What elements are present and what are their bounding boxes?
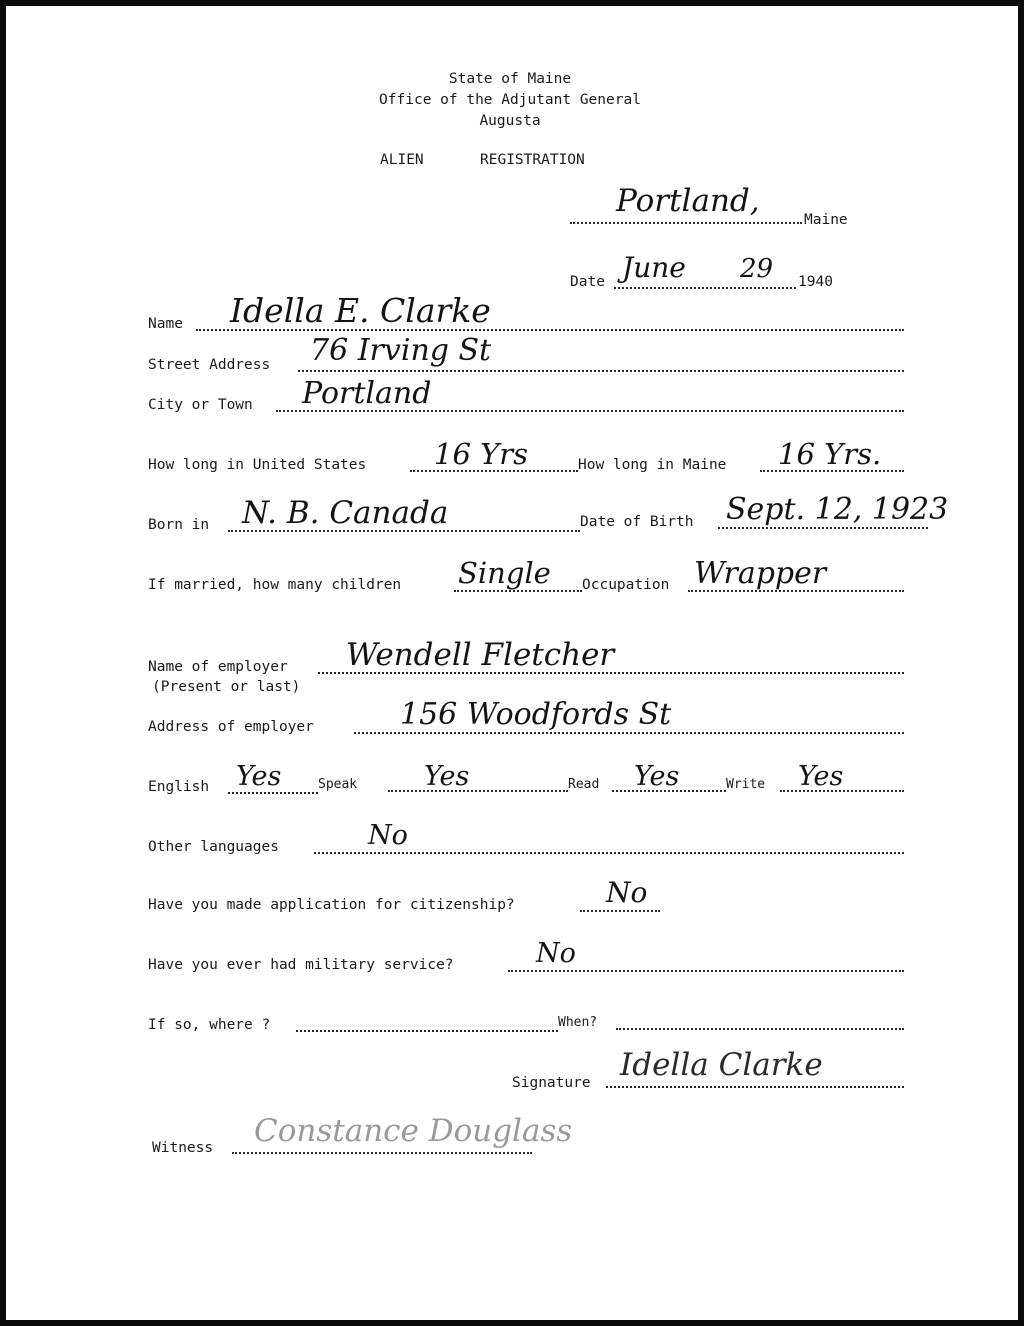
witness-line: [232, 1152, 532, 1154]
other-languages-label: Other languages: [148, 839, 279, 855]
date-day: 29: [740, 254, 774, 284]
write-value: Yes: [798, 761, 844, 792]
place-suffix: Maine: [804, 212, 848, 228]
how-long-maine-value: 16 Yrs.: [778, 437, 882, 471]
if-so-where-line: [296, 1030, 558, 1032]
english-line: [228, 792, 318, 794]
speak-line: [388, 790, 568, 792]
date-month: June: [622, 251, 686, 284]
military-line: [508, 970, 904, 972]
when-label: When?: [558, 1015, 598, 1030]
occupation-label: Occupation: [582, 577, 670, 593]
date-year: 1940: [798, 274, 833, 290]
children-label: If married, how many children: [148, 577, 402, 593]
how-long-us-label: How long in United States: [148, 457, 367, 473]
how-long-maine-label: How long in Maine: [578, 457, 727, 473]
date-line: [614, 287, 796, 289]
how-long-us-value: 16 Yrs: [434, 437, 529, 471]
signature-line: [606, 1086, 904, 1088]
witness-label: Witness: [152, 1140, 214, 1156]
date-of-birth-label: Date of Birth: [580, 514, 694, 530]
occupation-value: Wrapper: [694, 556, 827, 591]
header-city: Augusta: [479, 113, 541, 129]
employer-note: (Present or last): [152, 679, 301, 695]
signature-value: Idella Clarke: [620, 1047, 823, 1083]
name-label: Name: [148, 316, 183, 332]
citizenship-value: No: [606, 876, 648, 909]
other-languages-line: [314, 852, 904, 854]
employer-address-label: Address of employer: [148, 719, 314, 735]
alien-registration-form: [6, 6, 1018, 1320]
date-label: Date: [570, 274, 605, 290]
employer-name-value: Wendell Fletcher: [346, 637, 615, 673]
when-line: [616, 1028, 904, 1030]
header-state: State of Maine: [448, 71, 572, 87]
employer-address-line: [354, 732, 904, 734]
military-value: No: [536, 938, 576, 969]
signature-label: Signature: [512, 1075, 591, 1091]
place-value: Portland,: [616, 183, 760, 219]
citizenship-line: [580, 910, 660, 912]
military-label: Have you ever had military service?: [148, 957, 454, 973]
speak-value: Yes: [424, 761, 470, 792]
form-title-registration: REGISTRATION: [480, 152, 585, 168]
read-label: Read: [568, 777, 600, 792]
employer-name-label: Name of employer: [148, 659, 288, 675]
street-address-value: 76 Irving St: [310, 333, 492, 368]
english-value: Yes: [236, 761, 282, 792]
street-address-line: [298, 370, 904, 372]
english-label: English: [148, 779, 210, 795]
street-address-label: Street Address: [148, 357, 271, 373]
other-languages-value: No: [368, 820, 408, 851]
date-of-birth-line: [718, 527, 928, 529]
read-value: Yes: [634, 761, 680, 792]
born-in-value: N. B. Canada: [242, 495, 449, 531]
if-so-where-label: If so, where ?: [148, 1017, 271, 1033]
form-title-alien: ALIEN: [380, 152, 424, 168]
speak-label: Speak: [318, 777, 358, 792]
city-label: City or Town: [148, 397, 253, 413]
children-value: Single: [458, 556, 551, 590]
name-value: Idella E. Clarke: [230, 291, 491, 330]
citizenship-label: Have you made application for citizenship?: [148, 897, 515, 913]
born-in-label: Born in: [148, 517, 210, 533]
date-of-birth-value: Sept. 12, 1923: [726, 492, 949, 527]
children-line: [454, 590, 582, 592]
place-line: [570, 222, 802, 224]
header-office: Office of the Adjutant General: [379, 92, 641, 108]
witness-value: Constance Douglass: [254, 1113, 573, 1149]
write-label: Write: [726, 777, 766, 792]
employer-address-value: 156 Woodfords St: [400, 697, 672, 732]
city-value: Portland: [302, 376, 432, 411]
